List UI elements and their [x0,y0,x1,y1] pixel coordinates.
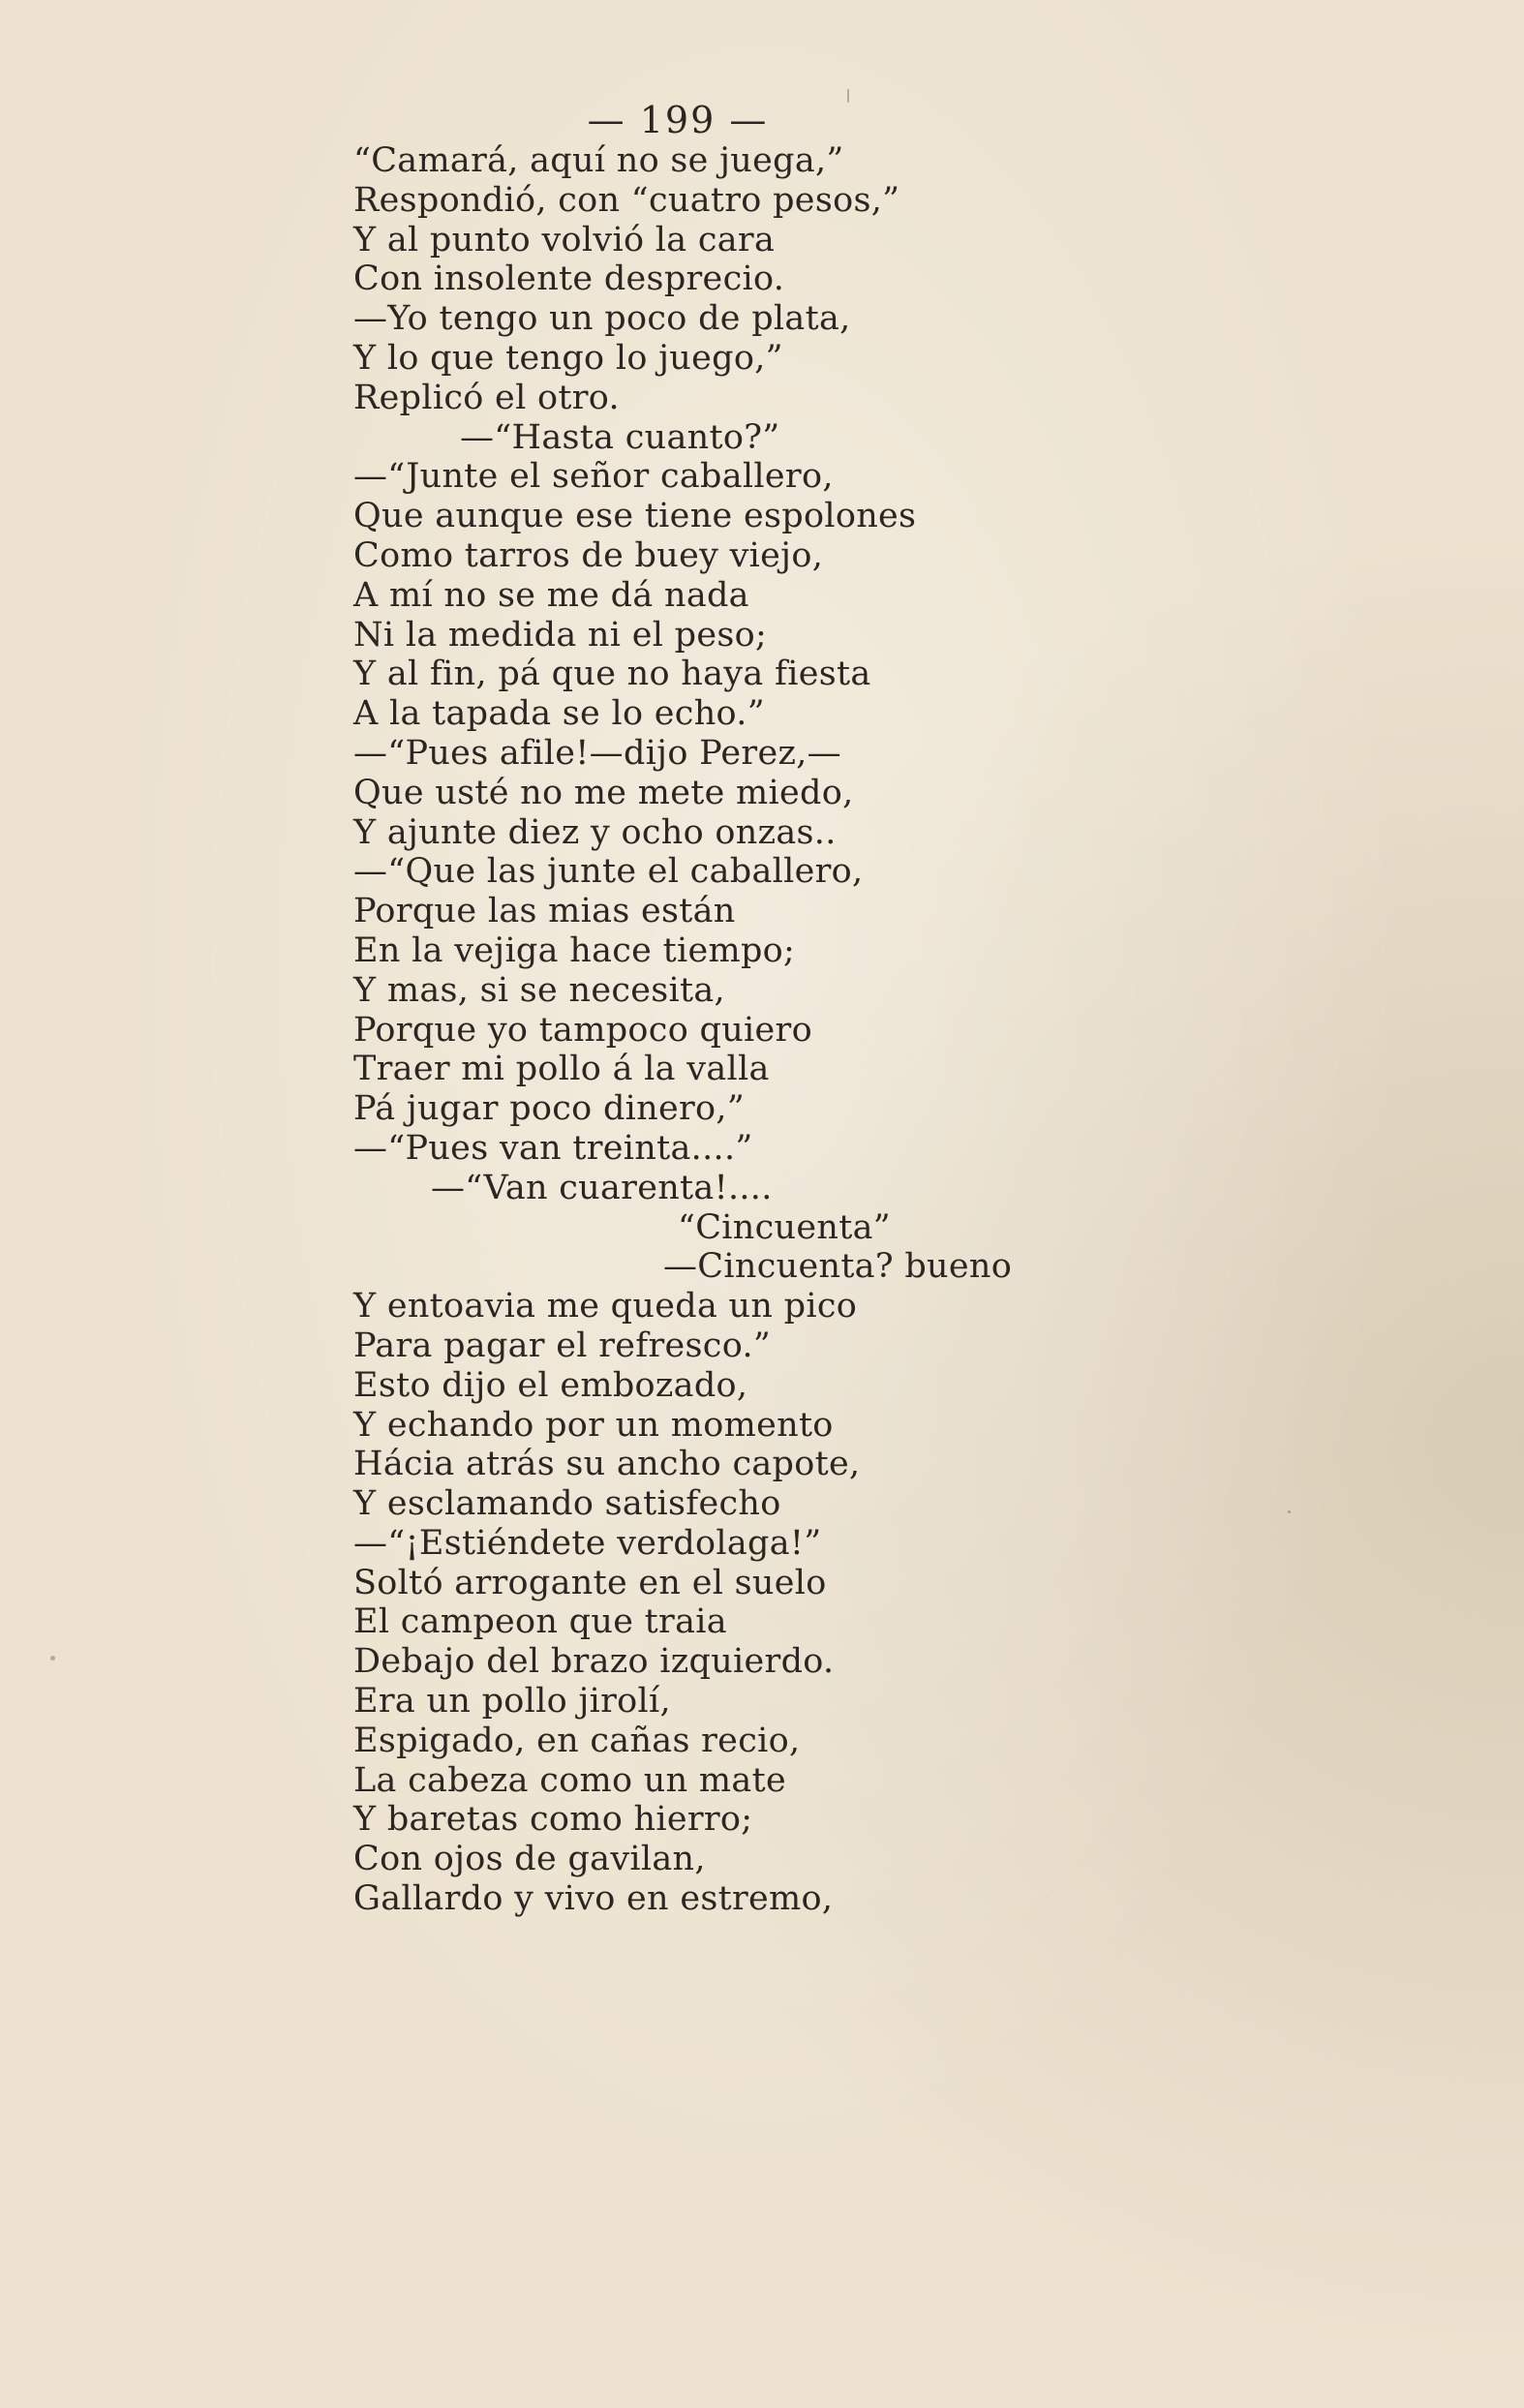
poem-line: Replicó el otro. [353,378,620,417]
poem-line: Debajo del brazo izquierdo. [353,1642,835,1682]
poem-line: Traer mi pollo á la valla [353,1050,770,1089]
poem-line: La cabeza como un mate [353,1760,786,1800]
poem-line: Y al punto volvió la cara [353,220,776,259]
poem-line: Pá jugar poco dinero,” [353,1089,746,1129]
paper-speck [50,1656,55,1661]
poem-line: Gallardo y vivo en estremo, [353,1879,834,1919]
poem-line: Soltó arrogante en el suelo [353,1563,827,1602]
poem-line: —“Junte el señor caballero, [353,457,834,497]
poem-line: Y entoavia me queda un pico [353,1287,858,1326]
poem-line: Ni la medida ni el peso; [353,615,768,655]
poem-line: Esto dijo el embozado, [353,1365,748,1405]
poem-line: Y mas, si se necesita, [353,970,725,1010]
poem-line: Y al fin, pá que no haya fiesta [353,655,871,694]
poem-line: En la vejiga hace tiempo; [353,930,796,970]
poem-line: A la tapada se lo echo.” [353,694,765,734]
poem-line: Que aunque ese tiene espolones [353,497,917,536]
poem-line: —“¡Estiéndete verdolaga!” [353,1523,822,1563]
poem-line: Y lo que tengo lo juego,” [353,338,783,378]
poem-line: Para pagar el refresco.” [353,1326,772,1365]
poem-line: “Camará, aquí no se juega,” [353,141,844,180]
poem-text [353,141,1089,1919]
poem-line: Y ajunte diez y ocho onzas.. [353,812,837,852]
poem-line: —“Van cuarenta!.... [431,1168,773,1207]
poem-line: —Cincuenta? bueno [663,1247,1013,1287]
poem-line: Hácia atrás su ancho capote, [353,1445,861,1484]
poem-line: —“Pues van treinta....” [353,1128,753,1168]
poem-line: Porque yo tampoco quiero [353,1010,812,1050]
poem-line: Como tarros de buey viejo, [353,535,824,575]
poem-line: A mí no se me dá nada [353,575,749,615]
poem-line: Con ojos de gavilan, [353,1840,706,1879]
poem-line: El campeon que traia [353,1602,727,1642]
poem-line: —Yo tengo un poco de plata, [353,299,851,339]
poem-line: —“Que las junte el caballero, [353,852,864,892]
paper-speck [1288,1510,1291,1513]
poem-line: Y baretas como hierro; [353,1800,753,1840]
page-number: — 199 — [587,99,769,141]
poem-line: Que usté no me mete miedo, [353,773,854,812]
poem-line: “Cincuenta” [678,1207,891,1247]
poem-line: Porque las mias están [353,892,736,931]
poem-line: Era un pollo jirolí, [353,1682,671,1722]
poem-line: —“Pues afile!—dijo Perez,— [353,733,841,773]
poem-line: Con insolente desprecio. [353,259,785,299]
poem-line: Respondió, con “cuatro pesos,” [353,180,900,220]
poem-line: Espigado, en cañas recio, [353,1721,801,1760]
poem-line: —“Hasta cuanto?” [460,417,780,457]
paper-speck [847,89,849,103]
poem-line: Y esclamando satisfecho [353,1484,781,1524]
poem-line: Y echando por un momento [353,1405,834,1445]
